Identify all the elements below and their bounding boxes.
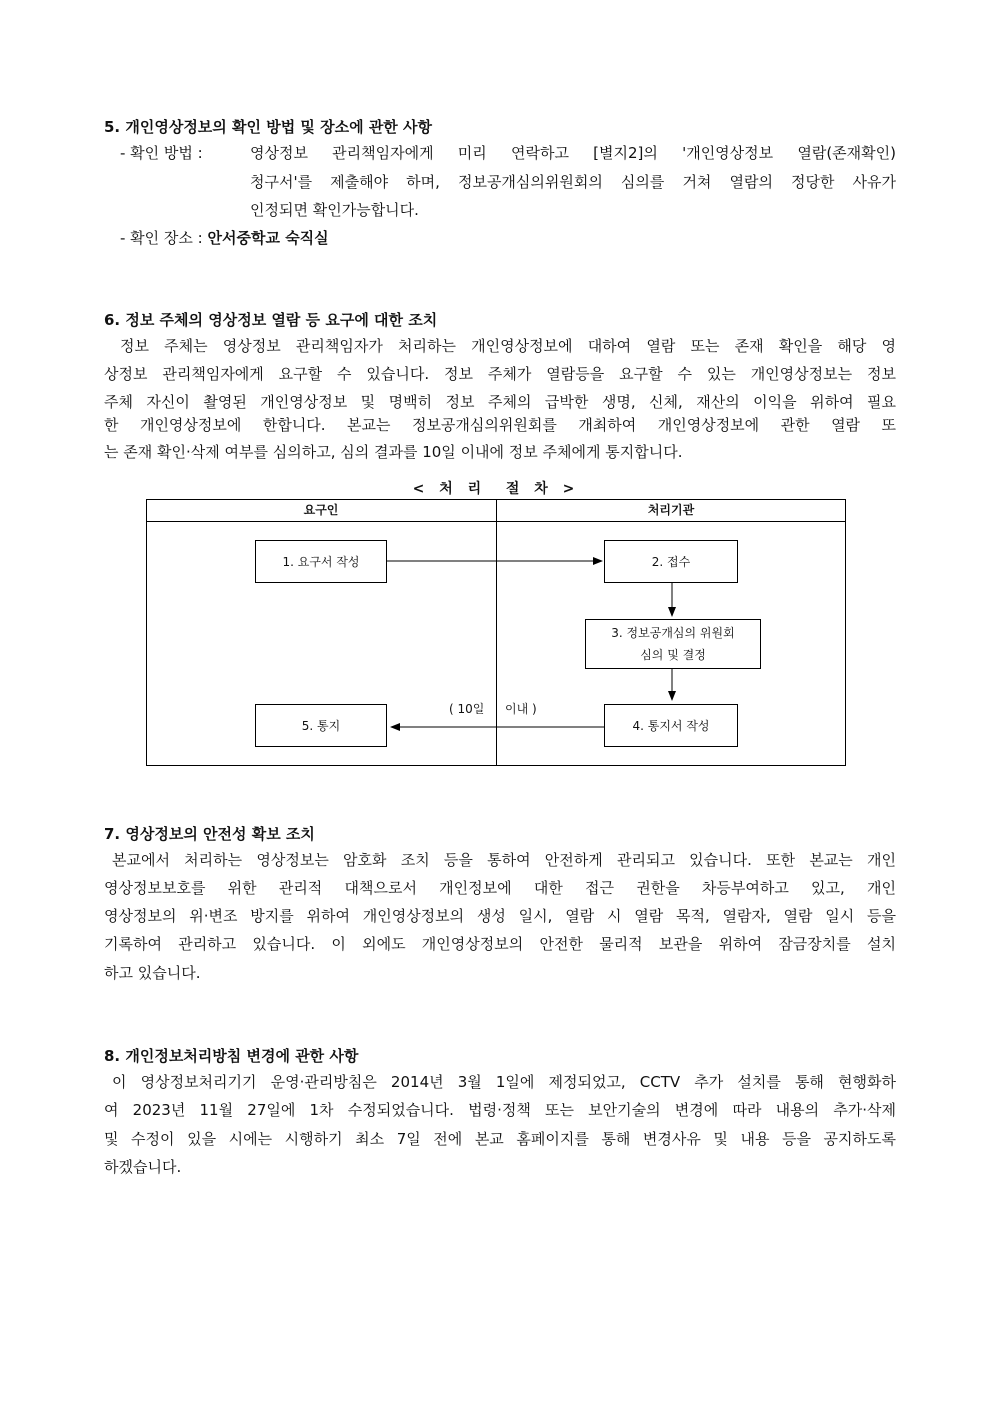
step-1-box: 1. 요구서 작성 xyxy=(255,540,387,583)
method-label: - 확인 방법 : xyxy=(120,144,203,162)
column-header-agency: 처리기관 xyxy=(647,503,695,517)
step-2-box: 2. 접수 xyxy=(604,540,738,583)
procedure-diagram xyxy=(146,499,846,766)
section-7-line-3: 영상정보의 위·변조 방지를 위하여 개인영상정보의 생성 일시, 열람 시 열람 목적, 열람자, 열람 일시 등을 xyxy=(104,907,896,925)
step-3-line-1: 3. 정보공개심의 위원회 xyxy=(611,626,735,640)
section-5-heading: 5. 개인영상정보의 확인 방법 및 장소에 관한 사항 xyxy=(104,118,433,136)
method-line-1: 영상정보 관리책임자에게 미리 연락하고 [별지2]의 '개인영상정보 열람(존재확인) xyxy=(250,144,896,162)
section-8-heading: 8. 개인정보처리방침 변경에 관한 사항 xyxy=(104,1047,359,1065)
duration-note-left: ( 10일 xyxy=(449,702,485,716)
section-6-line-3: 주체 자신이 촬영된 개인영상정보 및 명백히 정보 주체의 급박한 생명, 신체, 재산의 이익을 위하여 필요 xyxy=(104,393,896,411)
section-6-line-2: 상정보 관리책임자에게 요구할 수 있습니다. 정보 주체가 열람등을 요구할 수 있는 개인영상정보는 정보 xyxy=(104,365,896,383)
step-4-box: 4. 통지서 작성 xyxy=(604,704,738,747)
section-8-line-2: 여 2023년 11월 27일에 1차 수정되었습니다. 법령·정책 또는 보안기술의 변경에 따라 내용의 추가·삭제 xyxy=(104,1101,896,1119)
place-row xyxy=(120,227,329,248)
column-header-requester: 요구인 xyxy=(303,503,339,517)
step-5-box: 5. 통지 xyxy=(255,704,387,747)
step-3-line-2: 심의 및 결정 xyxy=(640,648,706,662)
section-6-line-5: 는 존재 확인·삭제 여부를 심의하고, 심의 결과를 10일 이내에 정보 주체에게 통지합니다. xyxy=(104,443,683,461)
method-line-3: 인정되면 확인가능합니다. xyxy=(250,201,419,219)
section-6-heading: 6. 정보 주체의 영상정보 열람 등 요구에 대한 조치 xyxy=(104,311,438,329)
section-8-line-3: 및 수정이 있을 시에는 시행하기 최소 7일 전에 본교 홈페이지를 통해 변경사유 및 내용 등을 공지하도록 xyxy=(104,1130,896,1148)
section-7-line-4: 기록하여 관리하고 있습니다. 이 외에도 개인영상정보의 안전한 물리적 보관을 위하여 잠금장치를 설치 xyxy=(104,935,896,953)
section-6-line-1: 정보 주체는 영상정보 관리책임자가 처리하는 개인영상정보에 대하여 열람 또는 존재 확인을 해당 영 xyxy=(120,337,896,355)
section-8-line-1: 이 영상정보처리기기 운영·관리방침은 2014년 3월 1일에 제정되었고, CCTV 추가 설치를 통해 현행화하 xyxy=(112,1073,896,1091)
section-7-line-5: 하고 있습니다. xyxy=(104,964,201,982)
place-label: - 확인 장소 : xyxy=(120,229,203,247)
procedure-title: < 처 리 절 차 > xyxy=(412,481,580,497)
place-value: 안서중학교 숙직실 xyxy=(207,229,329,247)
method-line-2: 청구서'를 제출해야 하며, 정보공개심의위원회의 심의를 거쳐 열람의 정당한 사유가 xyxy=(250,173,896,191)
duration-note-right: 이내 ) xyxy=(505,702,537,716)
step-3-box xyxy=(585,619,761,669)
section-7-heading: 7. 영상정보의 안전성 확보 조치 xyxy=(104,825,315,843)
section-8-line-4: 하겠습니다. xyxy=(104,1158,182,1176)
section-7-line-2: 영상정보보호를 위한 관리적 대책으로서 개인정보에 대한 접근 권한을 차등부여하고 있고, 개인 xyxy=(104,879,896,897)
section-6-line-4: 한 개인영상정보에 한합니다. 본교는 정보공개심의위원회를 개최하여 개인영상정보에 관한 열람 또 xyxy=(104,416,896,434)
section-7-line-1: 본교에서 처리하는 영상정보는 암호화 조치 등을 통하여 안전하게 관리되고 있습니다. 또한 본교는 개인 xyxy=(112,851,896,869)
